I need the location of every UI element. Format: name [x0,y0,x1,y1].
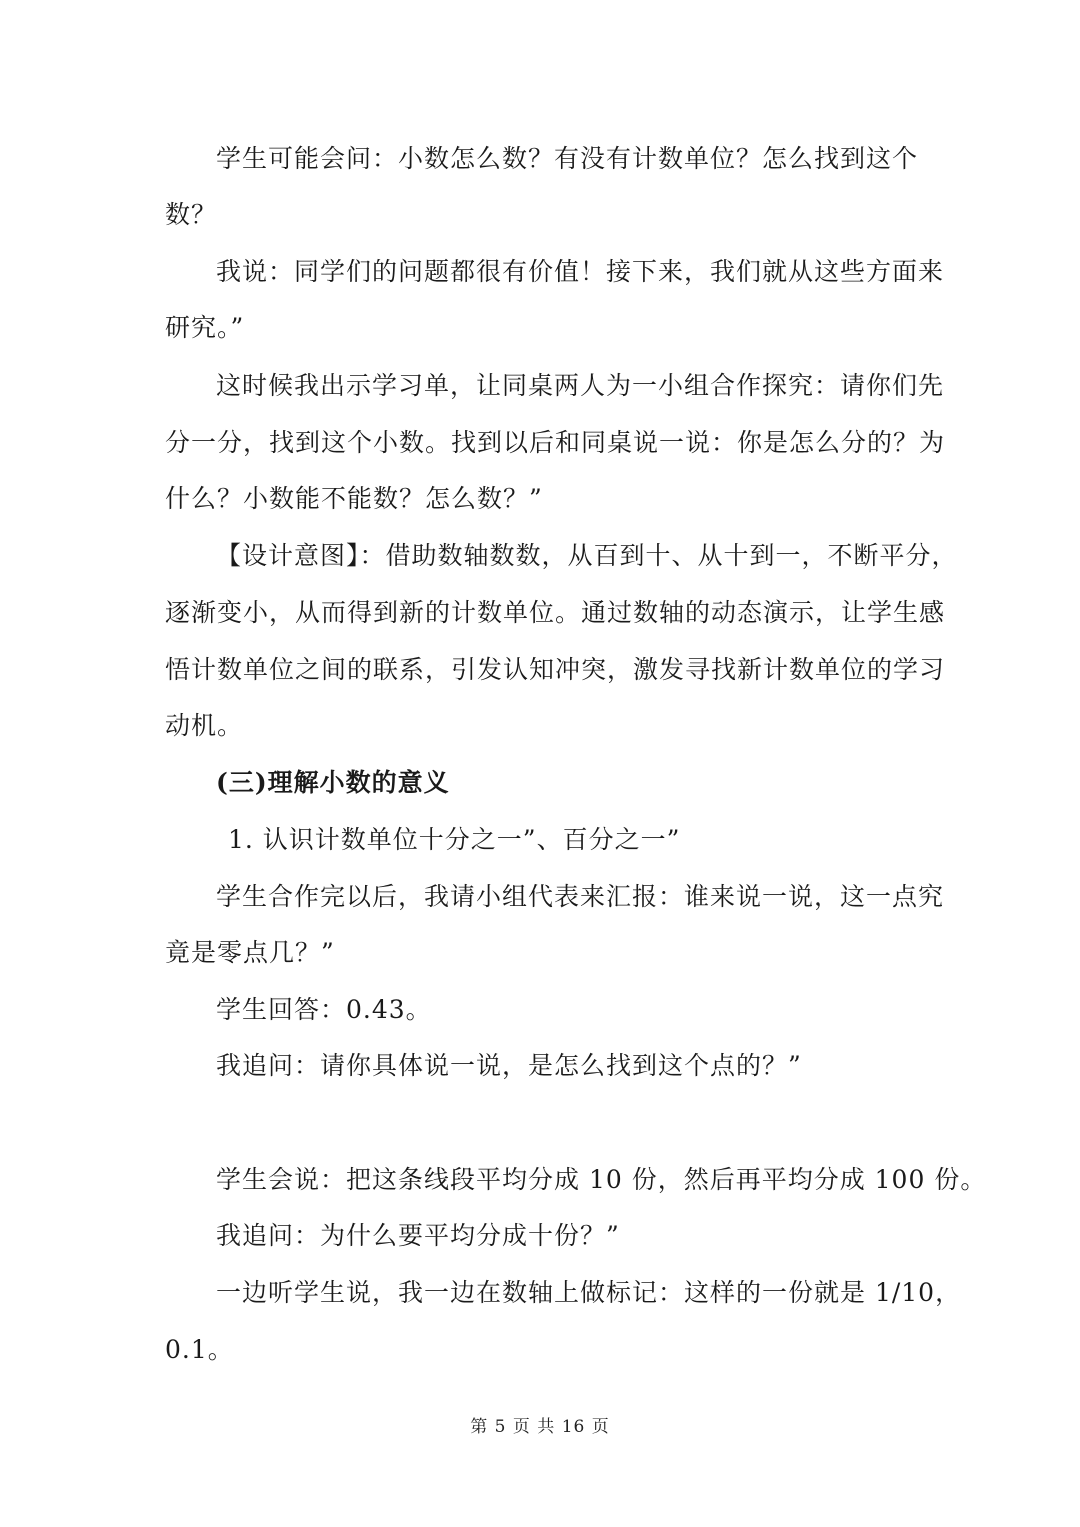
section-heading: (三)理解小数的意义 [216,768,450,797]
page-number-footer: 第 5 页 共 16 页 [470,1417,610,1437]
paragraph-line: 这时候我出示学习单，让同桌两人为一小组合作探究：请你们先 [216,371,945,400]
paragraph-line: 学生回答：0.43。 [216,995,432,1024]
paragraph-line: 我追问：为什么要平均分成十份？” [216,1221,620,1250]
paragraph-line: 逐渐变小，从而得到新的计数单位。通过数轴的动态演示，让学生感 [165,598,946,627]
paragraph-line: 学生可能会问：小数怎么数？有没有计数单位？怎么找到这个 [216,144,919,173]
paragraph-line: 0.1。 [165,1335,234,1364]
paragraph-line: 动机。 [165,711,244,740]
paragraph-line: 我说：同学们的问题都很有价值！接下来，我们就从这些方面来 [216,257,945,286]
paragraph-line: 竟是零点几？” [165,938,335,967]
subsection-heading: 1. 认识计数单位十分之一”、百分之一” [228,825,681,854]
paragraph-line: 数？ [165,200,218,229]
paragraph-line: 悟计数单位之间的联系，引发认知冲突，激发寻找新计数单位的学习 [165,655,946,684]
design-intent-line: 【设计意图】：借助数轴数数，从百到十、从十到一，不断平分， [216,541,958,570]
paragraph-line: 什么？小数能不能数？怎么数？” [165,484,543,513]
paragraph-line: 一边听学生说，我一边在数轴上做标记：这样的一份就是 1/10， [216,1278,962,1307]
paragraph-line: 学生会说：把这条线段平均分成 10 份，然后再平均分成 100 份。 [216,1165,987,1194]
paragraph-line: 分一分，找到这个小数。找到以后和同桌说一说：你是怎么分的？为 [165,428,946,457]
paragraph-line: 我追问：请你具体说一说，是怎么找到这个点的？” [216,1051,802,1080]
paragraph-line: 学生合作完以后，我请小组代表来汇报：谁来说一说，这一点究 [216,882,945,911]
paragraph-line: 研究。” [165,313,245,342]
